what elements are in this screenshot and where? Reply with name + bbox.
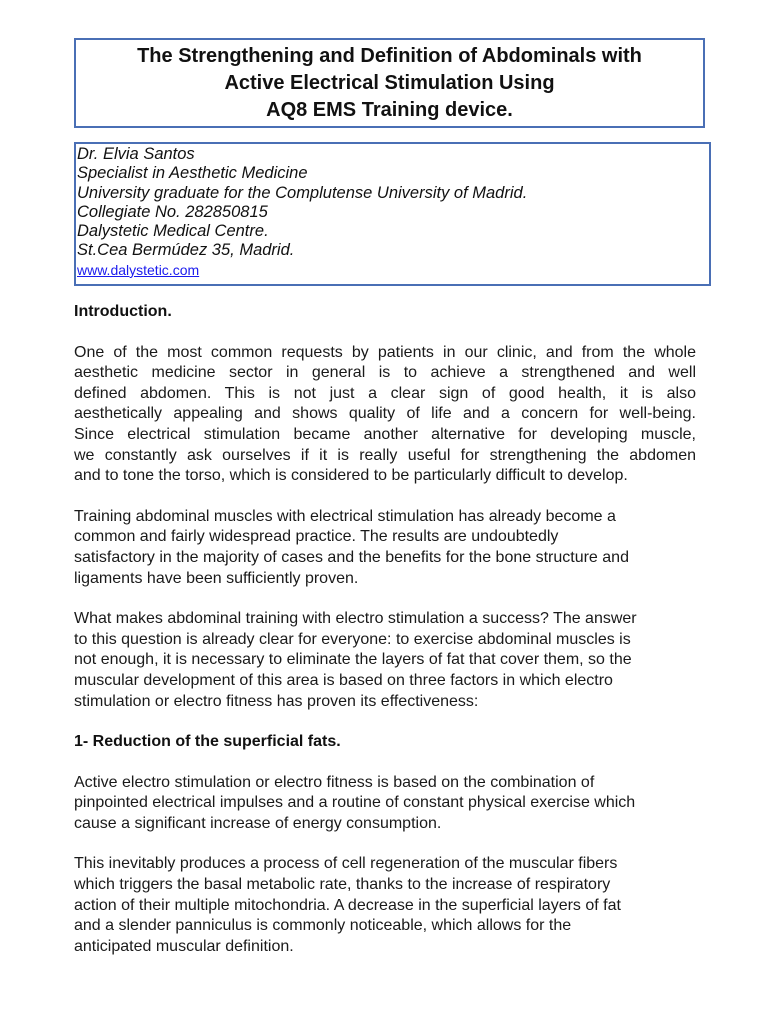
title-box — [74, 38, 705, 128]
introduction-heading: Introduction. — [74, 303, 172, 320]
paragraph-line: muscular development of this area is based on three factors in which electro — [74, 671, 613, 689]
paragraph-line: and a slender panniculus is commonly noticeable, which allows for the — [74, 917, 572, 935]
title-line: Active Electrical Stimulation Using — [224, 72, 555, 94]
author-collegiate: Collegiate No. 282850815 — [77, 202, 268, 221]
paragraph — [74, 773, 696, 835]
title-line: AQ8 EMS Training device. — [266, 99, 513, 121]
paragraph-line: ligaments have been sufficiently proven. — [74, 569, 359, 587]
author-address: St.Cea Bermúdez 35, Madrid. — [77, 241, 295, 260]
section-heading: 1- Reduction of the superficial fats. — [74, 733, 341, 751]
paragraph — [74, 343, 696, 487]
paragraph-line: to this question is already clear for everyone: to exercise abdominal muscles is — [74, 630, 631, 648]
paragraph-line: Active electro stimulation or electro fitness is based on the combination of — [74, 773, 595, 791]
paragraph-line: and to tone the torso, which is considered to be particularly difficult to develop. — [74, 467, 628, 485]
paragraph-line: which triggers the basal metabolic rate, thanks to the increase of respiratory — [74, 876, 611, 894]
paragraph-line: aesthetically appealing and shows quality of life and a concern for well-being. — [74, 405, 696, 423]
author-university: University graduate for the Complutense University of Madrid. — [77, 183, 528, 202]
paragraph-line: satisfactory in the majority of cases and the benefits for the bone structure and — [74, 548, 629, 566]
paragraph-line: cause a significant increase of energy consumption. — [74, 814, 442, 832]
author-box — [74, 142, 711, 286]
paragraph-line: anticipated muscular definition. — [74, 937, 294, 955]
author-name: Dr. Elvia Santos — [77, 145, 195, 163]
author-specialty: Specialist in Aesthetic Medicine — [77, 164, 308, 183]
paragraph-line: This inevitably produces a process of cell regeneration of the muscular fibers — [74, 855, 618, 873]
website-link[interactable]: www.dalystetic.com — [77, 261, 200, 278]
title-line: The Strengthening and Definition of Abdominals with — [137, 45, 642, 67]
paragraph — [74, 854, 696, 957]
paragraph-line: stimulation or electro fitness has proven its effectiveness: — [74, 692, 479, 710]
document-body — [74, 302, 696, 977]
paragraph-line: pinpointed electrical impulses and a routine of constant physical exercise which — [74, 794, 636, 812]
paragraph-line: common and fairly widespread practice. The results are undoubtedly — [74, 528, 559, 546]
author-centre: Dalystetic Medical Centre. — [77, 222, 269, 241]
paragraph-line: we constantly ask ourselves if it is really useful for strengthening the abdomen — [74, 446, 696, 464]
paragraph-line: One of the most common requests by patients in our clinic, and from the whole — [74, 343, 696, 361]
paragraph-line: Since electrical stimulation became another alternative for developing muscle, — [74, 425, 696, 443]
paragraph-line: not enough, it is necessary to eliminate the layers of fat that cover them, so the — [74, 651, 632, 669]
paragraph — [74, 507, 696, 589]
paragraph-line: action of their multiple mitochondria. A decrease in the superficial layers of fat — [74, 896, 621, 914]
paragraph — [74, 609, 696, 712]
paragraph-line: Training abdominal muscles with electrical stimulation has already become a — [74, 507, 616, 525]
paragraph-line: What makes abdominal training with electro stimulation a success? The answer — [74, 610, 637, 628]
paragraph-line: aesthetic medicine sector in general is to achieve a strengthened and well — [74, 364, 696, 382]
paragraph-line: defined abdomen. This is not just a clear sign of good health, it is also — [74, 384, 696, 402]
